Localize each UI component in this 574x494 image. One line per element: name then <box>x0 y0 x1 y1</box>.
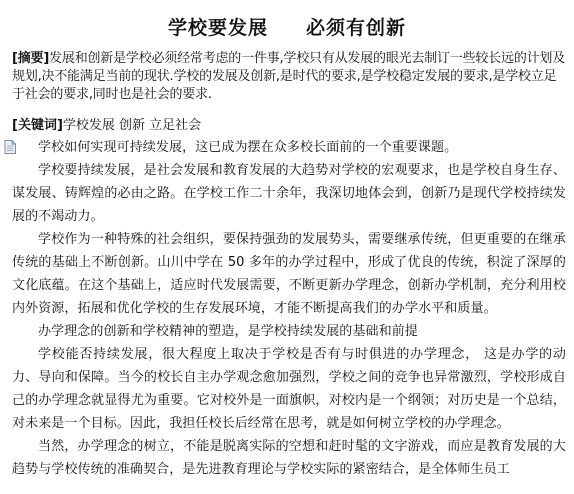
paragraph: 学校能否持续发展，很大程度上取决于学校是否有与时俱进的办学理念， 这是办学的动力、导向和保障。当今的校长自主办学观念愈加强烈，学校之间的竞争也异常激烈，学校形成自己的办学理念就显得尤为重要。它对校外是一面旗帜，对校内是一个纲领；对历史是一个总结，对未来是一个目标。因此，我担任校长后经常在思考，就是如何树立学校的办学理念。 <box>12 347 566 431</box>
abstract-tag: [摘要] <box>12 51 50 66</box>
keywords-section <box>12 117 566 135</box>
abstract-section <box>12 50 566 104</box>
keywords-tag: [关键词] <box>12 118 63 133</box>
paragraph: 学校如何实现可持续发展，这已成为摆在众多校长面前的一个重要课题。 <box>38 140 458 155</box>
paragraph: 学校要持续发展，是社会发展和教育发展的大趋势对学校的宏观要求，也是学校自身生存、谋发展、铸辉煌的必由之路。在学校工作二十余年，我深切地体会到，创新乃是现代学校持续发展的不竭动力。 <box>12 163 566 224</box>
abstract-text: 发展和创新是学校必须经常考虑的一件事,学校只有从发展的眼光去制订一些较长远的计划及规划,决不能满足当前的现状.学校的发展及创新,是时代的要求,是学校稳定发展的要求,是学校立足于社会的要求,同时也是社会的要求. <box>12 51 566 102</box>
paragraph: 当然，办学理念的树立，不能是脱离实际的空想和赶时髦的文字游戏，而应是教育发展的大趋势与学校传统的准确契合，是先进教育理论与学校实际的紧密结合，是全体师生员工 <box>12 439 566 477</box>
article-title: 学校要发展 必须有创新 <box>167 17 407 39</box>
section-heading: 办学理念的创新和学校精神的塑造，是学校持续发展的基础和前提 <box>38 324 418 339</box>
paragraph: 学校作为一种特殊的社会组织，要保持强劲的发展势头，需要继承传统，但更重要的在继承传统的基础上不断创新。山川中学在 50 多年的办学过程中，形成了优良的传统，积淀了深厚的文化底蕴。在这个基础上，适应时代发展需要，不断更新办学理念，创新办学机制，充分利用校内外资源，拓展和优化学校的生存发展环境，才能不断提高我们的办学水平和质量。 <box>12 232 566 316</box>
article-body <box>12 136 566 481</box>
keywords-text: 学校发展 创新 立足社会 <box>62 118 202 133</box>
